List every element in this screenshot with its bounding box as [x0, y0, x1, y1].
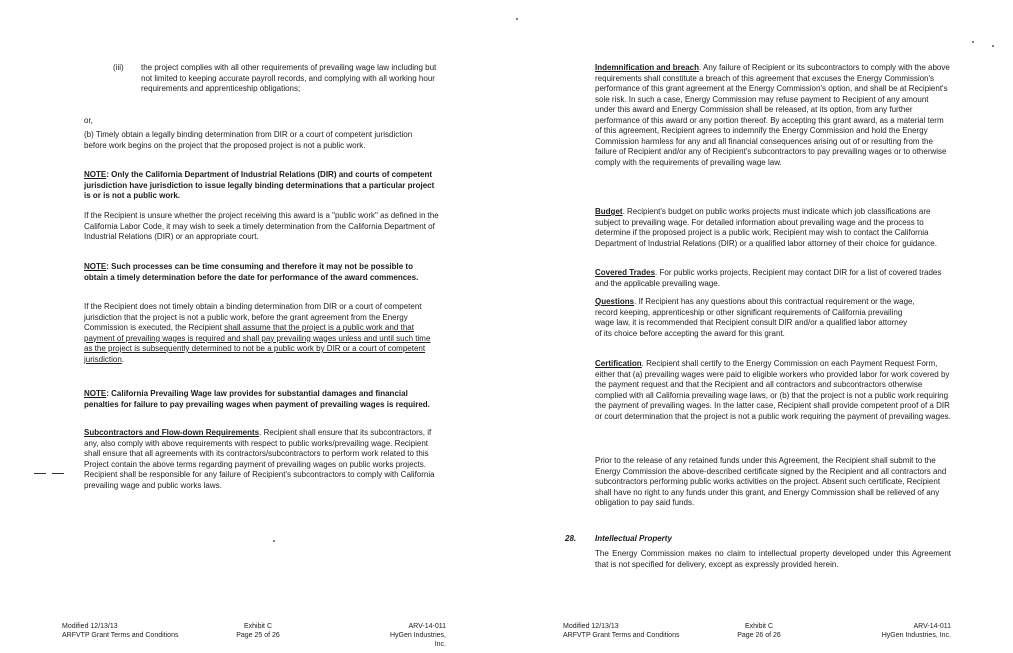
- left-page: [0, 0, 506, 653]
- section-text: . Recipient shall certify to the Energy Commission on each Payment Request Form, either that (a) prevailing wages were paid to eligible workers who provided labor for work covered by the payment request and that the Recipient and all contractors and subcontractors otherwise complied with all California prevailing wage laws, or (b) that the project is not a public work requiring the payment of prevailing wages. In the latter case, Recipient shall provide competent proof of a DIR or court determination that the project is not a public work requiring the payment of prevailing wages.: [595, 359, 951, 421]
- note-jurisdiction: [84, 170, 439, 202]
- scan-speck: [972, 41, 974, 43]
- note-text: : Only the California Department of Industrial Relations (DIR) and courts of competent jurisdiction have jurisdiction to issue legally binding determinations that a particular project is or is not a public work.: [84, 170, 435, 200]
- questions-section: [595, 297, 915, 339]
- section-text: . Recipient's budget on public works projects must indicate which job classifications are subject to prevailing wage. For detailed information about prevailing wage and the process to determine if the proposed project is a public work, Recipient may wish to contact the California Department of Industrial Relations (DIR) or a qualified labor attorney of their choice for guidance.: [595, 207, 937, 248]
- footer-page-number: Page 25 of 26: [236, 632, 280, 639]
- para-plain: If the Recipient does not timely obtain a binding determination from DIR or a court of competent jurisdiction that the project is not a public work, before the grant agreement from the Energy Commission is executed, the Recipient: [84, 302, 422, 332]
- footer-left: [62, 622, 178, 640]
- margin-mark: [34, 473, 46, 474]
- right-page: [507, 0, 1013, 653]
- footer-center: [230, 622, 286, 640]
- retained-funds-para: Prior to the release of any retained funds under this Agreement, the Recipient shall submit to the Energy Commission the above-described certificate signed by the Recipient and all contractors and subcontractors performing public works activities on the project. Absent such certificate, Recipient shall have no right to any funds under this grant, and Energy Commission shall be relieved of any obligation to pay said funds.: [595, 456, 947, 507]
- footer-modified: Modified 12/13/13: [62, 623, 118, 630]
- note-label: NOTE: [84, 170, 107, 179]
- footer-terms: ARFVTP Grant Terms and Conditions: [563, 632, 680, 639]
- section-heading: Subcontractors and Flow-down Requirements: [84, 428, 260, 437]
- para-unsure: If the Recipient is unsure whether the project receiving this award is a "public work" as defined in the California Labor Code, it may wish to seek a timely determination from the California Department of Industrial Relations (DIR) or an appropriate court.: [84, 211, 439, 241]
- section-text: . For public works projects, Recipient may contact DIR for a list of covered trades and the applicable prevailing wage.: [595, 268, 942, 288]
- certification-section: [595, 359, 951, 422]
- section-28-number: 28.: [565, 534, 577, 543]
- section-heading: Certification: [595, 359, 642, 368]
- scan-speck: [273, 540, 275, 542]
- section-text: . Recipient shall ensure that its subcontractors, if any, also comply with above requirements with respect to public works/prevailing wage. Recipient shall ensure that all agreements with its contractors/subcontractors to perform work related to this Project contain the above terms regarding payment of prevailing wages on public works projects. Recipient shall be responsible for any failure of Recipient's subcontractors to comply with California prevailing wage and public works laws.: [84, 428, 435, 490]
- note-text: : California Prevailing Wage law provides for substantial damages and financial penalties for failure to pay prevailing wages when payment of prevailing wages is required.: [84, 389, 430, 409]
- footer-exhibit: Exhibit C: [243, 623, 272, 630]
- note-text: : Such processes can be time consuming and therefore it may not be possible to obtain a timely determination before the date for performance of the award commences.: [84, 262, 419, 282]
- footer-agreement-number: ARV-14-011: [408, 623, 446, 630]
- footer-agreement-number: ARV-14-011: [913, 623, 951, 630]
- para-end: .: [121, 354, 125, 364]
- budget-section: [595, 207, 951, 249]
- scan-speck: [992, 45, 994, 47]
- para-timely-determination: [84, 302, 439, 365]
- section-text: . Any failure of Recipient or its subcontractors to comply with the above requirements shall constitute a breach of this agreement that excuses the Energy Commission's performance of this grant agreement at the Energy Commission's option, and shall be at Recipient's sole risk. In such a case, Energy Commission may refuse payment to Recipient of any amount under this award and Energy Commission shall be released, at its option, from any further performance of this award or any portion thereof. By accepting this grant award, as a material term of this agreement, Recipient agrees to indemnify the Energy Commission and hold the Energy Commission harmless for any and all financial consequences arising out of or resulting from the failure of Recipient and/or any of Recipient's subcontractors to pay prevailing wages or to otherwise comply with the requirements of prevailing wage law.: [595, 63, 950, 167]
- footer-modified: Modified 12/13/13: [563, 623, 619, 630]
- section-text: . If Recipient has any questions about this contractual requirement or the wage, record keeping, apprenticeship or other significant requirements of California prevailing wage law, it is recommended that Recipient consult DIR and/or a qualified labor attorney of its choice before accepting the award for this grant.: [595, 297, 915, 338]
- or-text: or,: [84, 116, 93, 125]
- section-28-text: The Energy Commission makes no claim to intellectual property developed under this Agreement that is not specified for delivery, except as expressly provided herein.: [595, 549, 951, 569]
- item-iii-text: the project complies with all other requirements of prevailing wage law including but not limited to keeping accurate payroll records, and complying with all working hour requirements and apprenticeship obligations;: [141, 63, 437, 93]
- footer-terms: ARFVTP Grant Terms and Conditions: [62, 632, 179, 639]
- section-heading: Questions: [595, 297, 635, 306]
- section-heading: Indemnification and breach: [595, 63, 700, 72]
- section-heading: Budget: [595, 207, 623, 216]
- footer-company: HyGen Industries, Inc.: [881, 632, 951, 639]
- footer-right: [879, 622, 951, 640]
- footer-exhibit: Exhibit C: [744, 623, 773, 630]
- note-time-consuming: [84, 262, 439, 283]
- section-28-title: Intellectual Property: [595, 534, 672, 543]
- covered-trades-section: [595, 268, 951, 289]
- list-marker-iii: (iii): [113, 63, 124, 72]
- note-label: NOTE: [84, 262, 107, 271]
- item-b-text: (b) Timely obtain a legally binding determination from DIR or a court of competent jurisdiction before work begins on the project that the proposed project is not a public work.: [84, 130, 413, 150]
- margin-mark: [52, 473, 64, 474]
- note-penalties: [84, 389, 439, 410]
- subcontractors-section: [84, 428, 446, 491]
- footer-center: [731, 622, 787, 640]
- footer-left: [563, 622, 679, 640]
- para-underlined: shall assume that the project is a public work and that payment of prevailing wages is required and shall pay prevailing wages unless and until such time as the project is subsequently determined to not be a public work by DIR or a court of competent jurisdiction: [84, 323, 431, 364]
- footer-company: HyGen Industries, Inc.: [389, 632, 446, 648]
- footer-right: [380, 622, 446, 649]
- note-label: NOTE: [84, 389, 107, 398]
- section-heading: Covered Trades: [595, 268, 656, 277]
- indemnification-section: [595, 63, 951, 168]
- footer-page-number: Page 26 of 26: [737, 632, 781, 639]
